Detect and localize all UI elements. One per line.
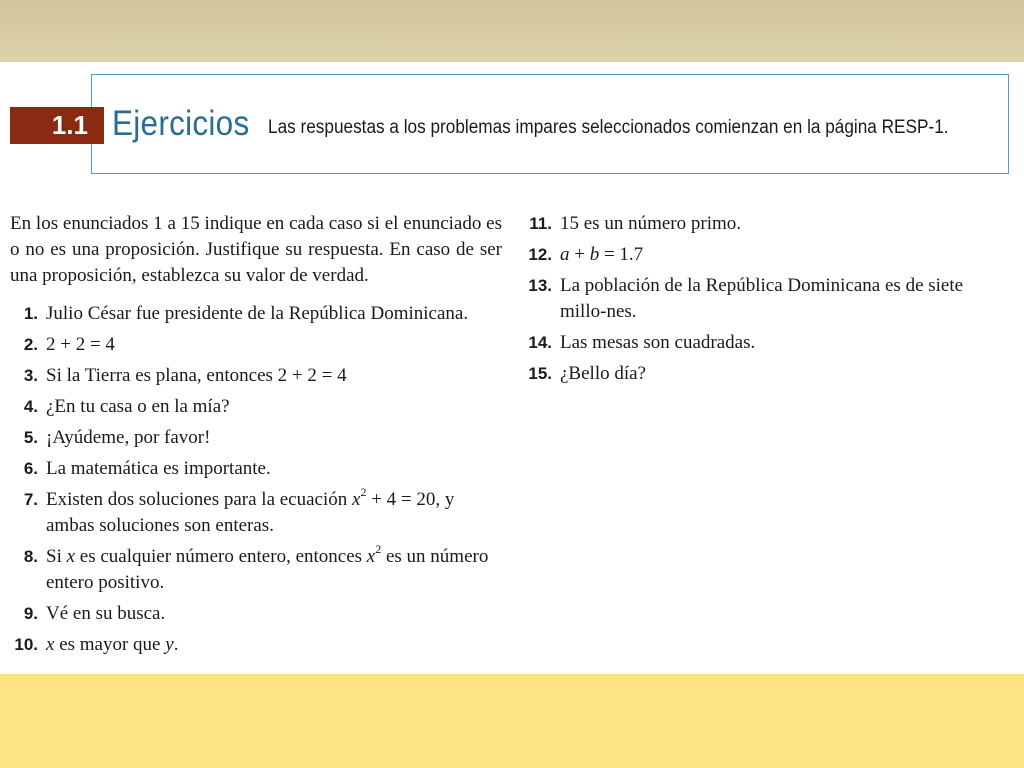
exercise-text: 2 + 2 = 4 <box>46 334 115 355</box>
exercise-11 <box>524 211 1014 237</box>
exercise-number: 12. <box>528 245 552 264</box>
exercise-text: La matemática es importante. <box>46 458 271 479</box>
bottom-decorative-band <box>0 674 1024 768</box>
top-decorative-band <box>0 0 1024 62</box>
exercise-number: 10. <box>14 635 38 654</box>
section-title: Ejercicios <box>112 104 250 143</box>
exercise-9 <box>10 601 502 627</box>
exercise-number: 2. <box>23 335 38 354</box>
exercise-text: ¿En tu casa o en la mía? <box>46 396 230 417</box>
left-column <box>10 211 502 663</box>
answers-note: Las respuestas a los problemas impares seleccionados comienzan en la página RESP-1. <box>268 117 949 138</box>
exercise-text: 15 es un número primo. <box>560 213 742 234</box>
variable-b: b <box>589 244 600 265</box>
exercise-12 <box>524 242 1014 268</box>
variable-x: x <box>46 634 55 655</box>
instructions-paragraph: En los enunciados 1 a 15 indique en cada caso si el enunciado es o no es una proposición. Justifique su respuesta. En caso de ser una proposición, establezca su valor de verdad. <box>10 213 502 286</box>
exercise-text: Las mesas son cuadradas. <box>560 332 756 353</box>
exercise-4 <box>10 394 502 420</box>
exercise-text: a + b = 1.7 <box>560 244 644 265</box>
exercise-13 <box>524 273 1014 325</box>
exercise-text: Existen dos soluciones para la ecuación $x^2 + 4 = 20$, y ambas soluciones son enteras. <box>46 484 455 536</box>
exercise-14 <box>524 330 1014 356</box>
exercise-text: Si la Tierra es plana, entonces 2 + 2 = 4 <box>46 365 347 386</box>
exercise-text: Julio César fue presidente de la República Dominicana. <box>46 303 469 324</box>
exercise-number: 5. <box>23 428 38 447</box>
variable-x: x <box>352 489 361 510</box>
exercise-7 <box>10 484 502 539</box>
exercise-6 <box>10 456 502 482</box>
exercise-number: 9. <box>23 604 38 623</box>
exercise-10 <box>10 632 502 658</box>
exercise-number: 13. <box>528 276 552 295</box>
exercise-15 <box>524 361 1014 387</box>
exercise-number: 8. <box>23 547 38 566</box>
exercise-number: 14. <box>528 333 552 352</box>
exercise-5 <box>10 425 502 451</box>
exercise-number: 6. <box>23 459 38 478</box>
exercise-number: 7. <box>23 490 38 509</box>
exponent: 2 <box>375 541 382 556</box>
exercise-text: ¡Ayúdeme, por favor! <box>46 427 211 448</box>
exercise-number: 11. <box>529 214 552 233</box>
exercise-number: 4. <box>23 397 38 416</box>
exercise-text: La población de la República Dominicana es de siete millo-nes. <box>560 275 964 322</box>
variable-x: x <box>66 546 76 567</box>
exercise-text: Si x es cualquier número entero, entonces $x^2$ es un número entero positivo. <box>46 541 489 593</box>
exercise-text: Vé en su busca. <box>46 603 166 624</box>
variable-x: x <box>366 546 376 567</box>
exercise-text: ¿Bello día? <box>560 363 646 384</box>
exercise-2 <box>10 332 502 358</box>
variable-a: a <box>560 244 570 265</box>
section-number-badge: 1.1 <box>10 107 104 144</box>
right-column <box>524 211 1014 392</box>
exponent: 2 <box>360 484 367 499</box>
exercise-8 <box>10 541 502 596</box>
exercise-number: 15. <box>528 364 552 383</box>
exercise-1 <box>10 301 502 327</box>
exercise-number: 3. <box>23 366 38 385</box>
exercise-text: x es mayor que y. <box>46 634 179 655</box>
exercise-number: 1. <box>23 304 38 323</box>
exercise-3 <box>10 363 502 389</box>
variable-y: y <box>165 634 174 655</box>
